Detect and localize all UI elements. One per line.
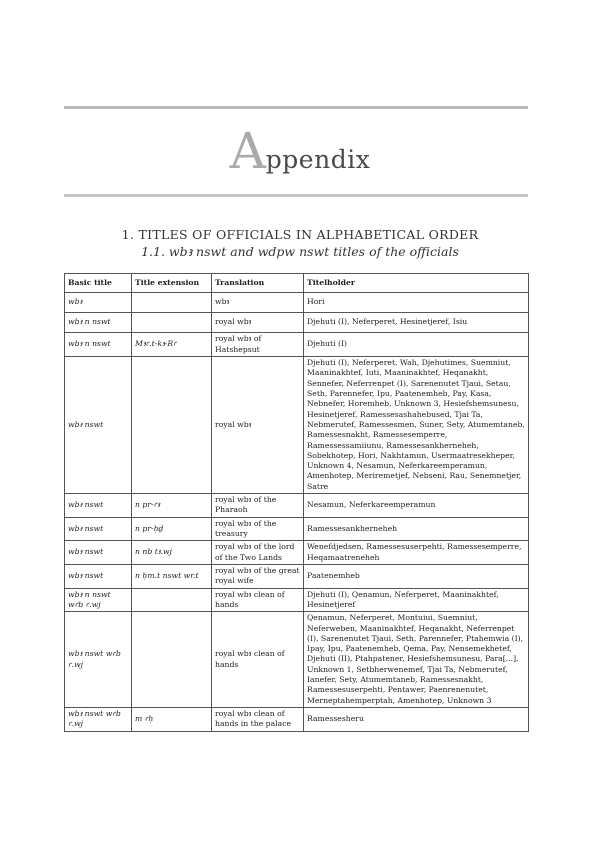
cell-title-extension: Mꜣꜥ.t-kꜣ-Rꜥ [132, 333, 212, 357]
cell-basic-title: wbꜣ nswt [65, 564, 132, 588]
cell-titelholder: Ramessesankherneheh [304, 517, 529, 541]
cell-translation: royal wbꜣ clean of hands [212, 612, 304, 708]
cell-titelholder: Ramessesheru [304, 708, 529, 732]
titles-table [64, 273, 529, 732]
cell-basic-title: wbꜣ nswt wꜥb ꜥ.wj [65, 612, 132, 708]
cell-basic-title: wbꜣ nswt [65, 541, 132, 565]
cell-translation: royal wbꜣ of the lord of the Two Lands [212, 541, 304, 565]
cell-basic-title: wbꜣ [65, 293, 132, 313]
cell-basic-title: wbꜣ n nswt [65, 313, 132, 333]
table-row [65, 333, 529, 357]
table-row [65, 357, 529, 494]
cell-titelholder: Hori [304, 293, 529, 313]
cell-title-extension [132, 357, 212, 494]
cell-translation: royal wbꜣ of the Pharaoh [212, 494, 304, 518]
cell-titelholder: Djehuti (I) [304, 333, 529, 357]
cell-titelholder: Nesamun, Neferkareemperamun [304, 494, 529, 518]
header-titelholder: Titelholder [304, 274, 529, 293]
cell-basic-title: wbꜣ n nswt wꜥb ꜥ.wj [65, 588, 132, 612]
table-row [65, 612, 529, 708]
table-row [65, 313, 529, 333]
cell-translation: wbꜣ [212, 293, 304, 313]
subsection-heading: 1.1. wbꜣ nswt and wdpw nswt titles of the officials [141, 244, 459, 259]
title-rule [64, 194, 528, 197]
cell-basic-title: wbꜣ nswt [65, 357, 132, 494]
cell-title-extension [132, 293, 212, 313]
cell-title-extension [132, 313, 212, 333]
cell-title-extension: n pr-ꜥꜣ [132, 494, 212, 518]
cell-basic-title: wbꜣ nswt wꜥb ꜥ.wj [65, 708, 132, 732]
cell-titelholder: Qenamun, Neferperet, Montuiui, Suemniut, Neferweben, Maaninakhtef, Heqanakht, Neferrenpet (I), Sarenenutet Tjaui, Seth, Parennefer, Ptahemwia (I), Ipay, Ipu, Paatenemheb, Qema, Pay, Nensemekhetef, Djehuti (II), Ptahpatener, Hesiefshemsunesu, Para[...], Unknown 1, Setbherwenemef, Tjai Ta, Nebmerutef, Ianefer, Sety, Atumemtaneb, Ramessesnakht, Ramessesuserpehti, Pentawer, Paenrenenutet, Merneptahemperptah, Amenhotep, Unknown 3 [304, 612, 529, 708]
cell-basic-title: wbꜣ nswt [65, 517, 132, 541]
cell-title-extension: n nb tꜣ.wj [132, 541, 212, 565]
section-heading: 1. TITLES OF OFFICIALS IN ALPHABETICAL ORDER [121, 227, 479, 242]
table-row [65, 541, 529, 565]
cell-basic-title: wbꜣ nswt [65, 494, 132, 518]
table-header-row [65, 274, 529, 293]
table-row [65, 494, 529, 518]
cell-translation: royal wbꜣ of the treasury [212, 517, 304, 541]
table-row [65, 517, 529, 541]
header-title-extension: Title extension [132, 274, 212, 293]
cell-title-extension: m ꜥḥ [132, 708, 212, 732]
table-row [65, 293, 529, 313]
cell-translation: royal wbꜣ [212, 357, 304, 494]
table-row [65, 708, 529, 732]
table-row [65, 588, 529, 612]
appendix-rest: ppendix [265, 145, 371, 174]
appendix-title [0, 122, 600, 180]
top-rule [64, 106, 528, 109]
appendix-initial: A [229, 122, 266, 180]
cell-translation: royal wbꜣ clean of hands in the palace [212, 708, 304, 732]
header-basic-title: Basic title [65, 274, 132, 293]
cell-translation: royal wbꜣ clean of hands [212, 588, 304, 612]
cell-title-extension [132, 612, 212, 708]
cell-basic-title: wbꜣ n nswt [65, 333, 132, 357]
cell-titelholder: Wenefdjedsen, Ramessesuserpehti, Ramessesemperre, Heqamaatreneheh [304, 541, 529, 565]
cell-translation: royal wbꜣ [212, 313, 304, 333]
cell-title-extension: n pr-ḥḏ [132, 517, 212, 541]
cell-titelholder: Djehuti (I), Neferperet, Hesinetjeref, Isiu [304, 313, 529, 333]
cell-titelholder: Djehuti (I), Qenamun, Neferperet, Maaninakhtef, Hesinetjeref [304, 588, 529, 612]
cell-translation: royal wbꜣ of the great royal wife [212, 564, 304, 588]
cell-titelholder: Paatenemheb [304, 564, 529, 588]
header-translation: Translation [212, 274, 304, 293]
cell-title-extension [132, 588, 212, 612]
cell-titelholder: Djehuti (I), Neferperet, Wah, Djehutimes, Suemniut, Maaninakhtef, Iuti, Maaninakhtef, Heqanakht, Sennefer, Neferrenpet (I), Sarenenutet Tjaui, Setau, Seth, Parennefer, Ipu, Paatenemheb, Pay, Kasa, Nebnefer, Horemheb, Unknown 3, Hesiefshemsunesu, Hesinetjeref, Ramessesashahebused, Tjai Ta, Nebmerutef, Ramessesmen, Suner, Sety, Atumemtaneb, Ramessesnakht, Ramessesemperre, Ramessessamiiunu, Ramessesankherneheh, Sobekhotep, Hori, Nakhtamun, Usermaatresekheper, Unknown 4, Nesamun, Neferkareemperamun, Amenhotep, Meriremetjef, Nebseni, Rau, Senemnetjer, Satre [304, 357, 529, 494]
cell-translation: royal wbꜣ of Hatshepsut [212, 333, 304, 357]
table-row [65, 564, 529, 588]
cell-title-extension: n ḥm.t nswt wr.t [132, 564, 212, 588]
